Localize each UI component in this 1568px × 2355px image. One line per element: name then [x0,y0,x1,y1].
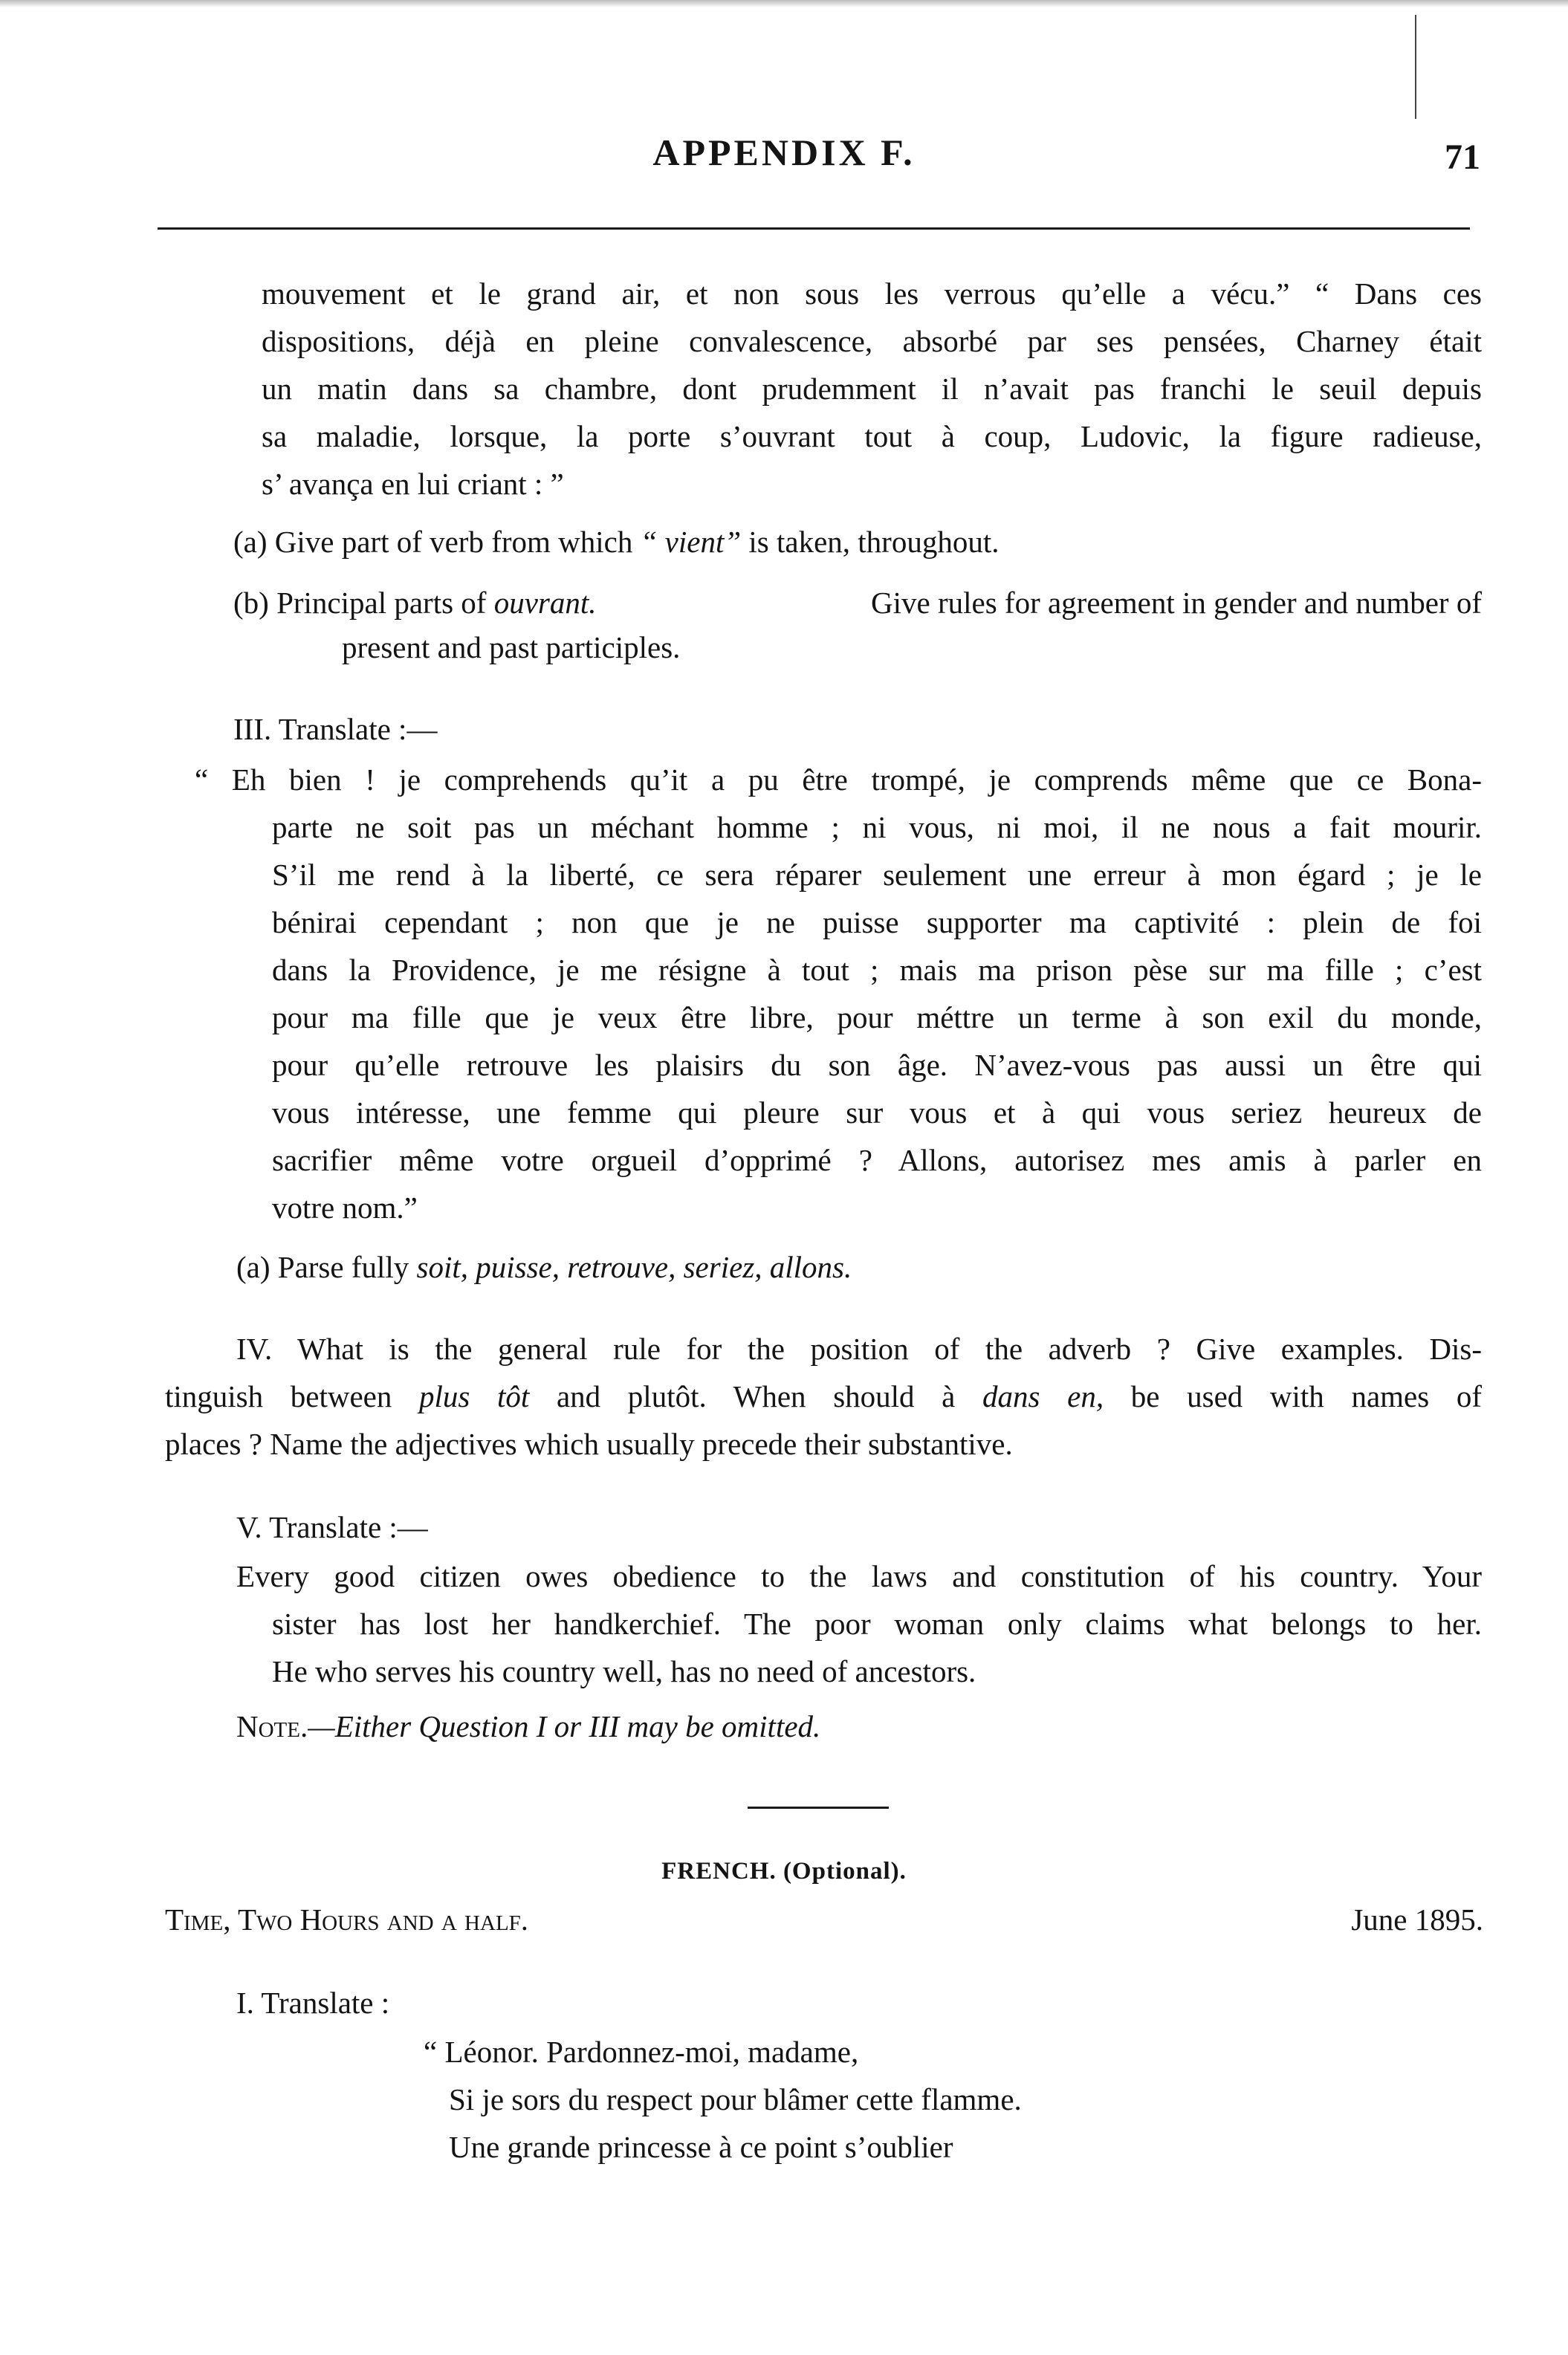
q4-line-3: places ? Name the adjectives which usually precede their substantive. [165,1427,1013,1461]
q2-part-b-label: (b) [233,586,269,620]
fr-q1-verse-1: “ Léonor. Pardonnez-moi, madame, [424,2035,859,2069]
fr-q1-verse-2: Si je sors du respect pour blâmer cette flamme. [449,2082,1022,2116]
q3-line-3: S’il me rend à la liberté, ce sera réparer seulement une erreur à mon égard ; je le [272,858,1482,892]
fr-q1-heading: I. Translate : [236,1986,390,2020]
q4-line-2-b: and plutôt. When should à [529,1379,983,1413]
q4-line-2-a: tinguish between [165,1379,420,1413]
q2-part-b [233,584,1482,621]
note [236,1708,820,1745]
section-divider [748,1807,889,1809]
q3-heading: III. Translate :— [233,712,438,746]
para1-line-1: mouvement et le grand air, et non sous les verrous qu’elle a vécu.” “ Dans ces [262,276,1482,311]
para1-line-5: s’ avança en lui criant : ” [262,467,564,501]
page-number: 71 [1445,137,1480,177]
q4-line-1: IV. What is the general rule for the position of the adverb ? Give examples. Dis- [236,1332,1482,1366]
q4-line-2-italic-2: dans en, [982,1379,1104,1413]
note-label: Note. [236,1709,308,1743]
q2-part-a-label: (a) [233,525,268,559]
q2-part-b-post: Give rules for agreement in gender and number of [871,586,1482,620]
q4-line-2 [165,1378,1482,1415]
q2-part-b-pre: Principal parts of [276,586,494,620]
q3-parse-words: soit, puisse, retrouve, seriez, allons. [416,1250,852,1284]
q4-line-2-c: be used with names of [1104,1379,1482,1413]
para1-line-3: un matin dans sa chambre, dont prudemment il n’avait pas franchi le seuil depuis [262,372,1482,406]
q2-part-a-pre: Give part of verb from which [274,525,641,559]
q3-line-4: bénirai cependant ; non que je ne puisse supporter ma captivité : plein de foi [272,905,1482,939]
q2-part-b-italic: ouvrant. [493,586,597,620]
q3-line-9: sacrifier même votre orgueil d’opprimé ? Allons, autorisez mes amis à parler en [272,1143,1482,1177]
scan-margin-mark [1415,15,1416,119]
header-rule [158,227,1470,230]
q3-parse-pre: Parse fully [277,1250,417,1284]
fr-q1-verse-3: Une grande princesse à ce point s’oublier [449,2130,953,2164]
q4-line-2-italic-1: plus tôt [419,1379,530,1413]
q2-part-a-italic: “ vient” [640,525,742,559]
q3-line-2: parte ne soit pas un méchant homme ; ni vous, ni moi, il ne nous a fait mourir. [272,810,1482,844]
q3-line-7: pour qu’elle retrouve les plaisirs du son âge. N’avez-vous pas aussi un être qui [272,1048,1482,1082]
french-date: June 1895. [1351,1902,1483,1937]
q2-part-a-post: is taken, throughout. [741,525,1000,559]
q2-part-a [233,523,999,560]
page-header-title: APPENDIX F. [652,132,916,173]
q3-line-5: dans la Providence, je me résigne à tout ; mais ma prison pèse sur ma fille ; c’est [272,953,1482,987]
q5-line-2: sister has lost her handkerchief. The poor woman only claims what belongs to her. [272,1607,1482,1641]
note-text: Either Question I or III may be omitted. [334,1709,821,1743]
q2-part-b-line-2: present and past participles. [342,630,681,664]
q5-line-3: He who serves his country well, has no need of ancestors. [272,1654,976,1688]
q5-heading: V. Translate :— [236,1510,428,1544]
q5-line-1: Every good citizen owes obedience to the laws and constitution of his country. Your [236,1559,1482,1593]
q3-parse [236,1248,852,1286]
scan-top-edge [0,0,1568,7]
q3-line-10: votre nom.” [272,1191,418,1225]
q3-parse-label: (a) [236,1250,270,1284]
para1-line-4: sa maladie, lorsque, la porte s’ouvrant tout à coup, Ludovic, la figure radieuse, [262,419,1482,453]
para1-line-2: dispositions, déjà en pleine convalescence, absorbé par ses pensées, Charney était [262,324,1482,358]
french-section-title: FRENCH. (Optional). [661,1858,907,1885]
q3-line-8: vous intéresse, une femme qui pleure sur vous et à qui vous seriez heureux de [272,1095,1482,1130]
french-time: Time, Two Hours and a half. [165,1902,529,1937]
q3-line-6: pour ma fille que je veux être libre, pour méttre un terme à son exil du monde, [272,1000,1482,1034]
q3-line-1: “ Eh bien ! je comprehends qu’it a pu être trompé, je comprends même que ce Bona- [195,762,1482,797]
note-dash: — [308,1709,335,1743]
